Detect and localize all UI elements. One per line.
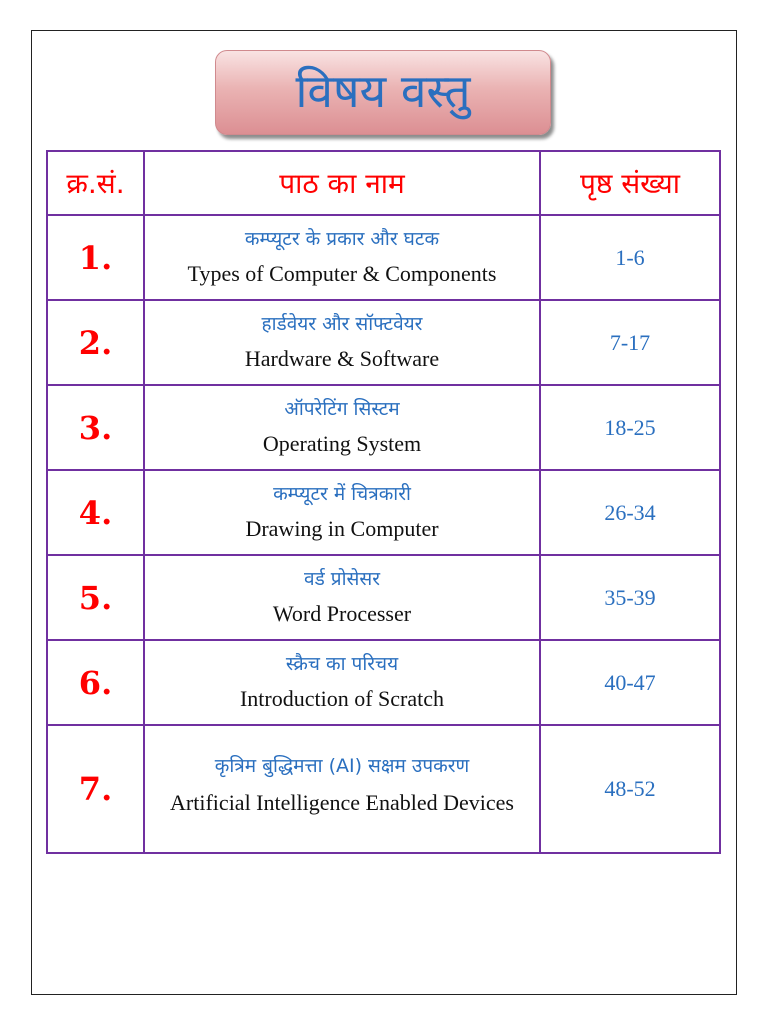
lesson-name-english: Operating System	[262, 430, 422, 456]
lesson-name-hindi: ऑपरेटिंग सिस्टम	[284, 397, 400, 420]
lesson-name-cell	[144, 385, 540, 470]
table-row	[47, 640, 720, 725]
serial-number: 3.	[47, 385, 144, 470]
table-header-row	[47, 151, 720, 215]
title-banner	[215, 50, 551, 135]
serial-number: 1.	[47, 215, 144, 300]
lesson-name-hindi: हार्डवेयर और सॉफ्टवेयर	[261, 312, 423, 335]
page-range: 40-47	[540, 640, 720, 725]
page-range: 7-17	[540, 300, 720, 385]
table-row	[47, 555, 720, 640]
serial-number: 5.	[47, 555, 144, 640]
table-row	[47, 385, 720, 470]
header-lesson-name: पाठ का नाम	[144, 151, 540, 215]
contents-table	[46, 150, 721, 854]
table-row	[47, 725, 720, 853]
lesson-name-english: Artificial Intelligence Enabled Devices	[170, 790, 514, 816]
lesson-name-hindi: स्क्रैच का परिचय	[285, 652, 399, 675]
page-title: विषय वस्तु	[295, 63, 471, 118]
page-range: 26-34	[540, 470, 720, 555]
lesson-name-hindi: कृत्रिम बुद्धिमत्ता (AI) सक्षम उपकरण	[214, 755, 470, 778]
page-range: 48-52	[540, 725, 720, 853]
lesson-name-english: Word Processer	[272, 600, 412, 626]
header-page-number: पृष्ठ संख्या	[540, 151, 720, 215]
lesson-name-cell	[144, 555, 540, 640]
serial-number: 2.	[47, 300, 144, 385]
lesson-name-cell	[144, 470, 540, 555]
lesson-name-cell	[144, 640, 540, 725]
lesson-name-english: Drawing in Computer	[245, 515, 439, 541]
serial-number: 4.	[47, 470, 144, 555]
lesson-name-english: Hardware & Software	[244, 345, 440, 371]
lesson-name-cell	[144, 725, 540, 853]
page-range: 18-25	[540, 385, 720, 470]
page-range: 1-6	[540, 215, 720, 300]
lesson-name-hindi: कम्प्यूटर में चित्रकारी	[273, 482, 411, 505]
lesson-name-english: Types of Computer & Components	[187, 260, 497, 286]
table-row	[47, 215, 720, 300]
serial-number: 6.	[47, 640, 144, 725]
lesson-name-hindi: वर्ड प्रोसेसर	[304, 567, 380, 590]
table-row	[47, 300, 720, 385]
table-row	[47, 470, 720, 555]
page-range: 35-39	[540, 555, 720, 640]
header-serial-number: क्र.सं.	[47, 151, 144, 215]
serial-number: 7.	[47, 725, 144, 853]
lesson-name-english: Introduction of Scratch	[239, 685, 445, 711]
lesson-name-cell	[144, 300, 540, 385]
lesson-name-cell	[144, 215, 540, 300]
lesson-name-hindi: कम्प्यूटर के प्रकार और घटक	[244, 227, 440, 250]
